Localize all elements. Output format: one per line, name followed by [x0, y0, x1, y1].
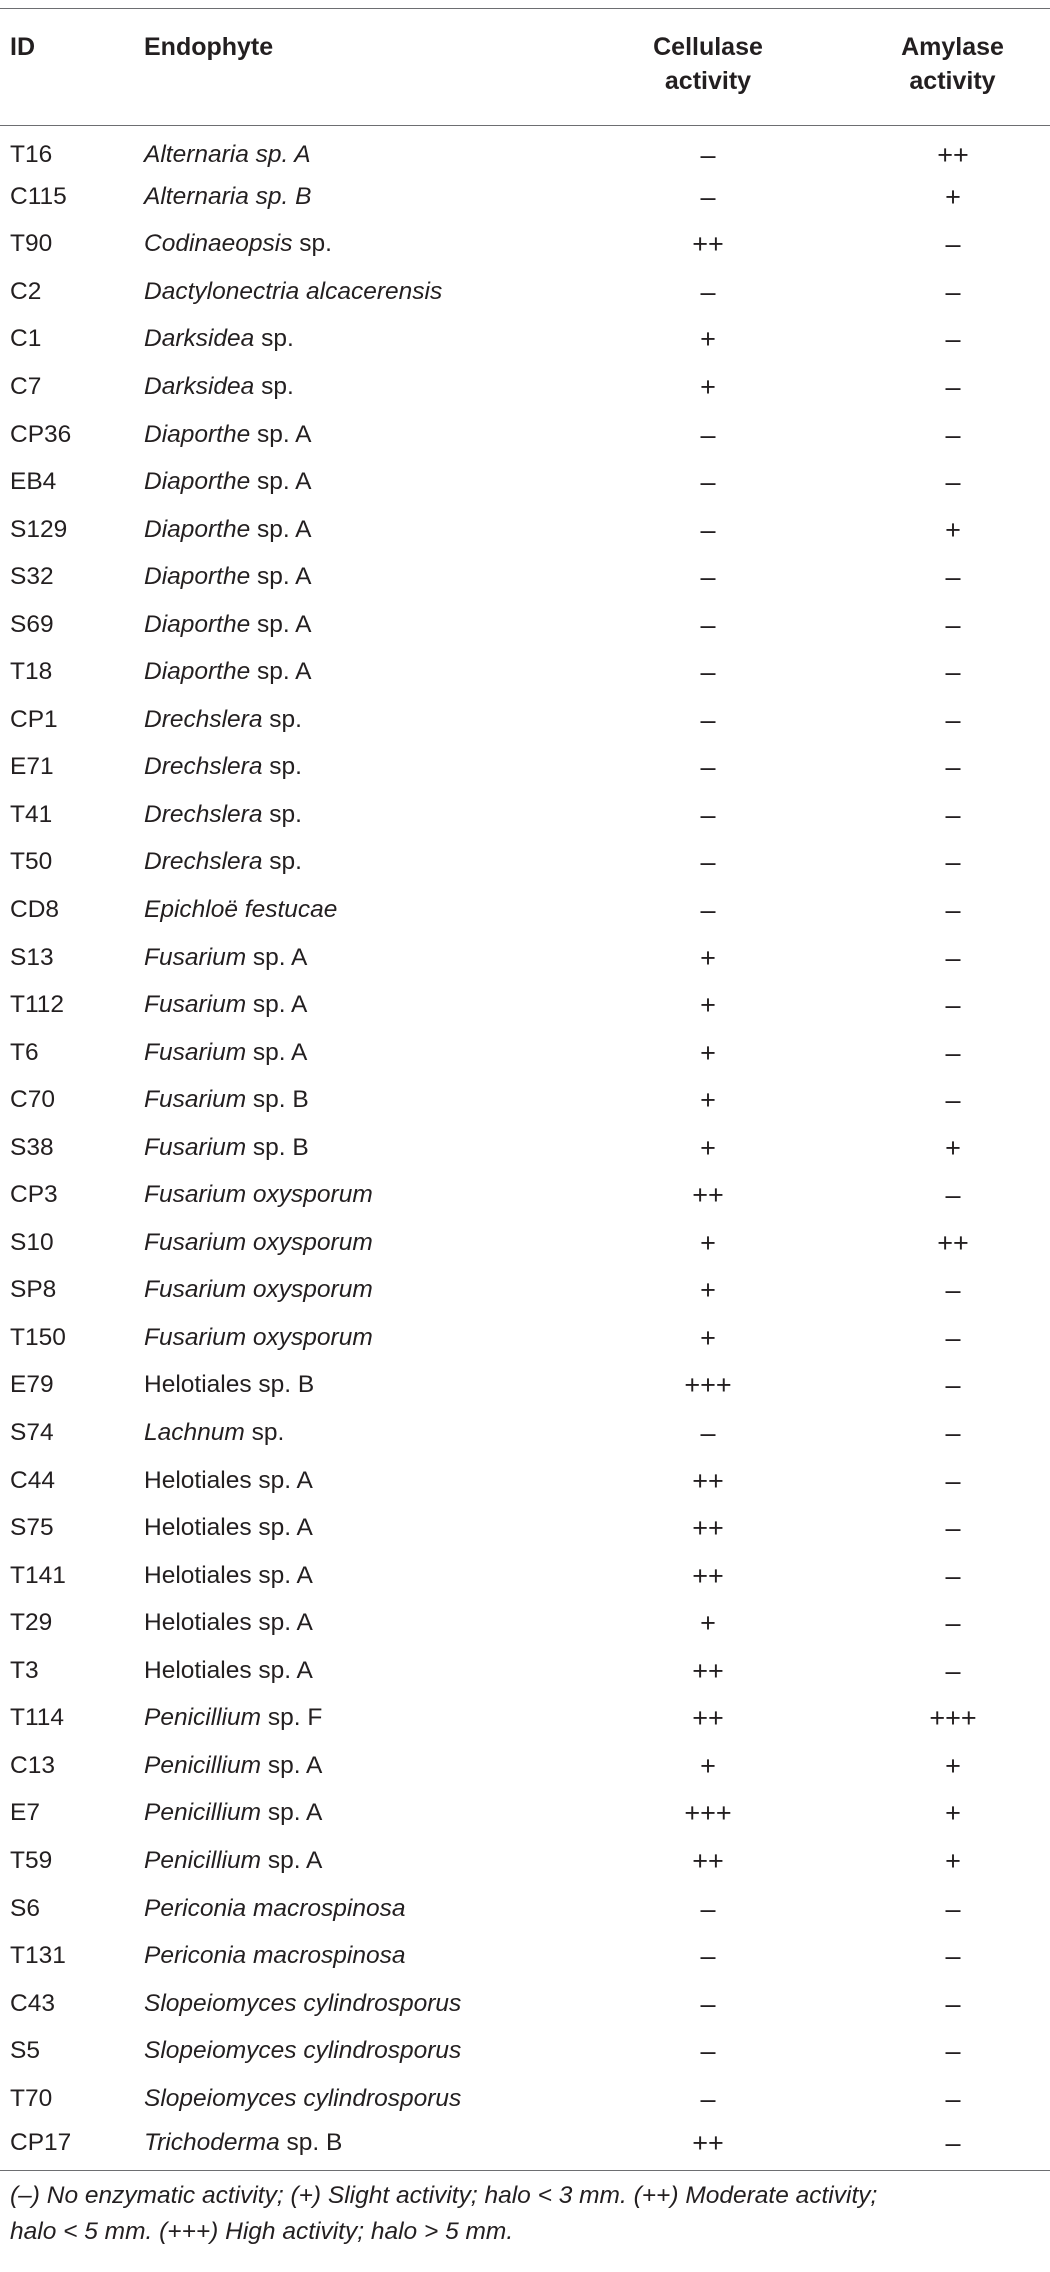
- column-header-amylase-line1: Amylase: [901, 33, 1004, 61]
- endophyte-qualifier: sp. A: [261, 1799, 323, 1827]
- cell-endophyte: [132, 1695, 572, 1743]
- cell-amylase: –: [945, 1037, 961, 1068]
- cell-endophyte: [132, 839, 572, 887]
- table-body: [0, 126, 1050, 2171]
- table-row: [0, 1980, 1050, 2028]
- endophyte-genus: Alternaria: [144, 182, 249, 210]
- cell-cellulase: –: [700, 847, 716, 878]
- endophyte-genus: Slopeiomyces cylindrosporus: [144, 2037, 462, 2065]
- cell-endophyte: [132, 316, 572, 364]
- cell-endophyte: [132, 126, 572, 174]
- cell-id: C13: [10, 1751, 55, 1779]
- cell-amylase: ++: [937, 139, 969, 170]
- cell-amylase: –: [945, 229, 961, 260]
- cell-endophyte: [132, 2027, 572, 2075]
- cell-cellulase: +: [700, 1132, 716, 1163]
- cell-endophyte: [132, 173, 572, 221]
- endophyte-qualifier: sp. A: [250, 563, 312, 591]
- table-row: [0, 1932, 1050, 1980]
- cell-id: C43: [10, 1989, 55, 2017]
- cell-endophyte: [132, 1980, 572, 2028]
- cell-id: EB4: [10, 468, 57, 496]
- cell-id: CP17: [0, 2122, 132, 2170]
- cell-id: T131: [10, 1942, 66, 1970]
- endophyte-genus: Penicillium: [144, 1751, 262, 1779]
- column-header-cellulase-line2: activity: [664, 67, 752, 95]
- endophyte-qualifier: Helotiales sp. A: [144, 1561, 313, 1589]
- endophyte-genus: Drechslera: [144, 705, 263, 733]
- endophyte-genus: Drechslera: [144, 848, 263, 876]
- cell-endophyte: [132, 1647, 572, 1695]
- cell-cellulase: +: [700, 1227, 716, 1258]
- table-row: [0, 649, 1050, 697]
- endophyte-genus: Penicillium: [144, 1799, 262, 1827]
- endophyte-genus: Dactylonectria alcacerensis: [144, 277, 443, 305]
- table-row: [0, 1504, 1050, 1552]
- cell-cellulase: –: [700, 1988, 716, 2019]
- column-header-cellulase-line1: Cellulase: [653, 33, 763, 61]
- cell-cellulase: –: [700, 514, 716, 545]
- cell-id: E7: [10, 1799, 40, 1827]
- endophyte-qualifier: sp. A: [261, 1751, 323, 1779]
- cell-cellulase: –: [700, 2083, 716, 2114]
- table-row: [0, 1695, 1050, 1743]
- endophyte-genus: Diaporthe: [144, 420, 251, 448]
- column-header-amylase-line2: activity: [909, 67, 996, 95]
- endophyte-qualifier: sp. A: [250, 468, 312, 496]
- column-header-amylase: [844, 9, 1050, 126]
- endophyte-genus: Epichloë festucae: [144, 896, 338, 924]
- endophyte-qualifier: sp.: [262, 800, 302, 828]
- cell-endophyte: [132, 1552, 572, 1600]
- cell-endophyte: [132, 1029, 572, 1077]
- cell-amylase: –: [945, 467, 961, 498]
- cell-id: S69: [10, 610, 54, 638]
- endophyte-qualifier: Helotiales sp. A: [144, 1609, 313, 1637]
- cell-amylase: –: [945, 1418, 961, 1449]
- table-row: [0, 173, 1050, 221]
- cell-endophyte: [132, 1267, 572, 1315]
- table-row: [0, 744, 1050, 792]
- cell-id: T114: [10, 1704, 65, 1732]
- endophyte-genus: Codinaeopsis: [144, 230, 293, 258]
- cell-amylase: –: [945, 799, 961, 830]
- endophyte-genus: Fusarium: [144, 1133, 247, 1161]
- cell-id: T3: [10, 1656, 39, 1684]
- cell-amylase: –: [945, 942, 961, 973]
- cell-amylase: –: [945, 1370, 961, 1401]
- cell-amylase: –: [945, 1560, 961, 1591]
- table-row: [0, 601, 1050, 649]
- cell-cellulase: –: [700, 752, 716, 783]
- cell-cellulase: –: [700, 895, 716, 926]
- cell-amylase: –: [945, 895, 961, 926]
- cell-endophyte: [132, 411, 572, 459]
- cell-amylase: –: [945, 2083, 961, 2114]
- table-row: [0, 1076, 1050, 1124]
- endophyte-qualifier: sp. B: [248, 182, 312, 210]
- endophyte-genus: Diaporthe: [144, 658, 251, 686]
- table-row: [0, 1790, 1050, 1838]
- table-row: [0, 981, 1050, 1029]
- cell-amylase: +: [945, 514, 961, 545]
- endophyte-genus: Slopeiomyces cylindrosporus: [144, 1989, 462, 2017]
- cell-amylase: +: [945, 1798, 961, 1829]
- cell-amylase: –: [945, 1655, 961, 1686]
- table-row: [0, 1219, 1050, 1267]
- cell-amylase: –: [945, 2036, 961, 2067]
- table-row: [0, 1837, 1050, 1885]
- table-row: [0, 1599, 1050, 1647]
- cell-amylase: –: [844, 2122, 1050, 2170]
- cell-amylase: –: [945, 752, 961, 783]
- endophyte-qualifier: sp. A: [261, 1846, 323, 1874]
- cell-cellulase: ++: [692, 1655, 724, 1686]
- cell-endophyte: [132, 886, 572, 934]
- endophyte-genus: Periconia macrospinosa: [144, 1942, 406, 1970]
- table-row: [0, 1172, 1050, 1220]
- cell-id: T150: [10, 1323, 66, 1351]
- cell-amylase: +: [945, 1750, 961, 1781]
- cell-id: T70: [10, 2084, 53, 2112]
- cell-id: T112: [10, 991, 65, 1019]
- cell-amylase: –: [945, 324, 961, 355]
- cell-cellulase: +: [700, 1750, 716, 1781]
- cell-cellulase: –: [700, 562, 716, 593]
- endophyte-qualifier: sp. A: [250, 420, 312, 448]
- cell-endophyte: [132, 506, 572, 554]
- cell-amylase: –: [945, 1513, 961, 1544]
- cell-endophyte: [132, 1409, 572, 1457]
- endophyte-genus: Trichoderma: [144, 2128, 280, 2156]
- endophyte-qualifier: sp. F: [261, 1704, 323, 1732]
- table-row: [0, 268, 1050, 316]
- cell-id: S10: [10, 1228, 54, 1256]
- table-row: [0, 2075, 1050, 2123]
- cell-amylase: +: [945, 181, 961, 212]
- endophyte-qualifier: sp.: [292, 230, 332, 258]
- cell-amylase: –: [945, 372, 961, 402]
- endophyte-qualifier: sp. A: [246, 991, 308, 1019]
- cell-id: CD8: [10, 896, 60, 924]
- table-row: [0, 2122, 1050, 2170]
- cell-cellulase: ++: [692, 1560, 724, 1591]
- cell-endophyte: [132, 696, 572, 744]
- cell-cellulase: +: [700, 324, 716, 355]
- cell-id: CP36: [10, 420, 72, 448]
- footnote-line1: (–) No enzymatic activity; (+) Slight activity; halo < 3 mm. (++) Moderate activity;: [10, 2182, 878, 2209]
- table-row: [0, 221, 1050, 269]
- endophyte-genus: Slopeiomyces cylindrosporus: [144, 2084, 462, 2112]
- cell-endophyte: [132, 2122, 572, 2170]
- cell-amylase: +++: [929, 1703, 977, 1734]
- table-row: [0, 839, 1050, 887]
- cell-id: T141: [10, 1561, 66, 1589]
- endophyte-genus: Fusarium oxysporum: [144, 1276, 373, 1304]
- cell-cellulase: ++: [692, 1703, 724, 1734]
- cell-amylase: –: [945, 1465, 961, 1496]
- cell-amylase: +: [945, 1845, 961, 1876]
- endophyte-genus: Diaporthe: [144, 468, 251, 496]
- cell-id: S74: [10, 1419, 54, 1447]
- cell-id: S38: [10, 1133, 54, 1161]
- cell-amylase: –: [945, 1988, 961, 2019]
- cell-amylase: –: [945, 990, 961, 1021]
- cell-cellulase: –: [700, 181, 716, 212]
- column-header-id: ID: [0, 9, 132, 126]
- table-row: [0, 1647, 1050, 1695]
- table-row: [0, 1029, 1050, 1077]
- enzyme-activity-table: [0, 8, 1050, 2171]
- endophyte-genus: Fusarium oxysporum: [144, 1228, 373, 1256]
- cell-endophyte: [132, 1362, 572, 1410]
- cell-id: T29: [10, 1609, 53, 1637]
- table-row: [0, 1552, 1050, 1600]
- cell-id: T90: [10, 230, 53, 258]
- endophyte-genus: Fusarium: [144, 943, 247, 971]
- cell-amylase: –: [945, 1180, 961, 1211]
- cell-cellulase: ++: [692, 1465, 724, 1496]
- endophyte-qualifier: Helotiales sp. A: [144, 1514, 313, 1542]
- table-row: [0, 458, 1050, 506]
- cell-id: T16: [10, 140, 53, 168]
- endophyte-genus: Fusarium oxysporum: [144, 1323, 373, 1351]
- endophyte-qualifier: sp. A: [250, 610, 312, 638]
- cell-id: C7: [10, 373, 42, 400]
- cell-cellulase: +++: [684, 1798, 732, 1829]
- cell-cellulase: –: [700, 276, 716, 307]
- cell-endophyte: [132, 2075, 572, 2123]
- cell-id: C1: [10, 325, 42, 353]
- cell-cellulase: +: [700, 942, 716, 973]
- cell-endophyte: [132, 1172, 572, 1220]
- endophyte-qualifier: sp.: [254, 373, 294, 400]
- endophyte-qualifier: sp. A: [248, 140, 311, 168]
- endophyte-genus: Drechslera: [144, 753, 263, 781]
- cell-endophyte: [132, 553, 572, 601]
- cell-id: T18: [10, 658, 53, 686]
- table-row: [0, 2027, 1050, 2075]
- cell-amylase: –: [945, 609, 961, 640]
- cell-endophyte: [132, 268, 572, 316]
- cell-amylase: –: [945, 1893, 961, 1924]
- table-row: [0, 1409, 1050, 1457]
- cell-cellulase: –: [700, 467, 716, 498]
- endophyte-qualifier: sp. B: [279, 2128, 343, 2156]
- cell-endophyte: [132, 791, 572, 839]
- cell-endophyte: [132, 363, 572, 411]
- endophyte-genus: Fusarium oxysporum: [144, 1181, 373, 1209]
- table-row: [0, 886, 1050, 934]
- endophyte-genus: Fusarium: [144, 1038, 247, 1066]
- endophyte-qualifier: sp. B: [246, 1133, 309, 1161]
- cell-id: S5: [10, 2037, 40, 2065]
- cell-endophyte: [132, 1124, 572, 1172]
- cell-id: C44: [10, 1466, 55, 1494]
- cell-amylase: –: [945, 276, 961, 307]
- endophyte-genus: Periconia macrospinosa: [144, 1894, 406, 1922]
- endophyte-genus: Darksidea: [144, 325, 255, 353]
- cell-cellulase: –: [700, 609, 716, 640]
- cell-endophyte: [132, 1076, 572, 1124]
- endophyte-genus: Fusarium: [144, 991, 247, 1019]
- endophyte-genus: Penicillium: [144, 1846, 262, 1874]
- endophyte-genus: Darksidea: [144, 373, 255, 400]
- table-row: [0, 411, 1050, 459]
- cell-amylase: –: [945, 1941, 961, 1972]
- cell-amylase: –: [945, 704, 961, 735]
- cell-cellulase: –: [700, 1418, 716, 1449]
- cell-amylase: –: [945, 657, 961, 688]
- cell-id: S6: [10, 1894, 40, 1922]
- endophyte-qualifier: Helotiales sp. A: [144, 1656, 313, 1684]
- cell-cellulase: –: [700, 139, 716, 170]
- cell-endophyte: [132, 1504, 572, 1552]
- cell-cellulase: –: [700, 657, 716, 688]
- cell-id: T6: [10, 1038, 39, 1066]
- endophyte-genus: Lachnum: [144, 1419, 245, 1447]
- cell-cellulase: –: [700, 419, 716, 450]
- cell-id: T50: [10, 848, 53, 876]
- cell-id: S32: [10, 563, 54, 591]
- cell-amylase: –: [945, 847, 961, 878]
- cell-cellulase: –: [700, 2036, 716, 2067]
- table-row: [0, 1362, 1050, 1410]
- table-row: [0, 1742, 1050, 1790]
- cell-cellulase: –: [700, 799, 716, 830]
- cell-cellulase: +: [700, 372, 716, 402]
- cell-id: S129: [10, 515, 68, 543]
- endophyte-qualifier: sp. A: [250, 515, 312, 543]
- cell-amylase: –: [945, 419, 961, 450]
- endophyte-qualifier: sp.: [244, 1419, 285, 1447]
- cell-amylase: –: [945, 1322, 961, 1353]
- cell-id: C2: [10, 277, 42, 305]
- cell-cellulase: +: [700, 1275, 716, 1306]
- cell-amylase: –: [945, 1275, 961, 1306]
- cell-id: C115: [10, 182, 67, 210]
- cell-endophyte: [132, 1457, 572, 1505]
- table-row: [0, 363, 1050, 411]
- endophyte-qualifier: Helotiales sp. B: [144, 1371, 315, 1399]
- cell-cellulase: +: [700, 990, 716, 1021]
- cell-cellulase: +: [700, 1608, 716, 1639]
- cell-endophyte: [132, 458, 572, 506]
- endophyte-qualifier: sp. A: [246, 1038, 308, 1066]
- cell-endophyte: [132, 1885, 572, 1933]
- cell-cellulase: ++: [692, 1845, 724, 1876]
- endophyte-qualifier: sp. B: [246, 1086, 309, 1114]
- cell-id: CP3: [10, 1181, 58, 1209]
- cell-cellulase: +: [700, 1085, 716, 1116]
- cell-endophyte: [132, 744, 572, 792]
- cell-amylase: –: [945, 1608, 961, 1639]
- endophyte-genus: Drechslera: [144, 800, 263, 828]
- cell-endophyte: [132, 221, 572, 269]
- cell-id: SP8: [10, 1276, 57, 1304]
- endophyte-genus: Fusarium: [144, 1086, 247, 1114]
- cell-endophyte: [132, 1599, 572, 1647]
- table-row: [0, 126, 1050, 174]
- endophyte-qualifier: sp. A: [246, 943, 308, 971]
- endophyte-genus: Diaporthe: [144, 610, 251, 638]
- cell-amylase: ++: [937, 1227, 969, 1258]
- cell-id: E79: [10, 1371, 54, 1399]
- endophyte-genus: Diaporthe: [144, 515, 251, 543]
- cell-cellulase: ++: [692, 1180, 724, 1211]
- footnote-line2: halo < 5 mm. (+++) High activity; halo > 5 mm.: [10, 2218, 514, 2245]
- cell-endophyte: [132, 1932, 572, 1980]
- cell-cellulase: +++: [684, 1370, 732, 1401]
- cell-id: E71: [10, 753, 54, 781]
- table-row: [0, 1314, 1050, 1362]
- table-row: [0, 1885, 1050, 1933]
- endophyte-qualifier: sp.: [262, 753, 302, 781]
- cell-amylase: –: [945, 1085, 961, 1116]
- table-row: [0, 1457, 1050, 1505]
- table-footnote: [10, 2178, 1040, 2250]
- cell-id: S13: [10, 943, 54, 971]
- cell-id: S75: [10, 1514, 54, 1542]
- column-header-cellulase: [572, 9, 844, 126]
- table-row: [0, 1124, 1050, 1172]
- endophyte-qualifier: sp.: [254, 325, 294, 353]
- endophyte-qualifier: sp.: [262, 848, 302, 876]
- cell-cellulase: +: [700, 1037, 716, 1068]
- cell-endophyte: [132, 1790, 572, 1838]
- cell-endophyte: [132, 1837, 572, 1885]
- table-header-row: [0, 9, 1050, 126]
- cell-endophyte: [132, 1742, 572, 1790]
- table-row: [0, 696, 1050, 744]
- cell-id: CP1: [10, 705, 58, 733]
- table-row: [0, 791, 1050, 839]
- cell-cellulase: –: [700, 1893, 716, 1924]
- cell-endophyte: [132, 649, 572, 697]
- cell-endophyte: [132, 1314, 572, 1362]
- cell-id: T59: [10, 1846, 53, 1874]
- cell-amylase: –: [945, 562, 961, 593]
- cell-cellulase: –: [700, 704, 716, 735]
- cell-cellulase: –: [700, 1941, 716, 1972]
- endophyte-genus: Alternaria: [144, 140, 249, 168]
- table-row: [0, 1267, 1050, 1315]
- table-row: [0, 553, 1050, 601]
- cell-endophyte: [132, 934, 572, 982]
- cell-cellulase: ++: [692, 1513, 724, 1544]
- cell-id: C70: [10, 1086, 55, 1114]
- cell-id: T41: [10, 800, 53, 828]
- endophyte-qualifier: sp. A: [250, 658, 312, 686]
- table-row: [0, 934, 1050, 982]
- cell-amylase: +: [945, 1132, 961, 1163]
- cell-endophyte: [132, 1219, 572, 1267]
- table-row: [0, 506, 1050, 554]
- endophyte-qualifier: Helotiales sp. A: [144, 1466, 313, 1494]
- cell-endophyte: [132, 981, 572, 1029]
- endophyte-genus: Penicillium: [144, 1704, 262, 1732]
- cell-cellulase: ++: [572, 2122, 844, 2170]
- cell-cellulase: +: [700, 1322, 716, 1353]
- column-header-endophyte: Endophyte: [132, 9, 572, 126]
- cell-cellulase: ++: [692, 229, 724, 260]
- table-row: [0, 316, 1050, 364]
- endophyte-qualifier: sp.: [262, 705, 302, 733]
- cell-endophyte: [132, 601, 572, 649]
- endophyte-genus: Diaporthe: [144, 563, 251, 591]
